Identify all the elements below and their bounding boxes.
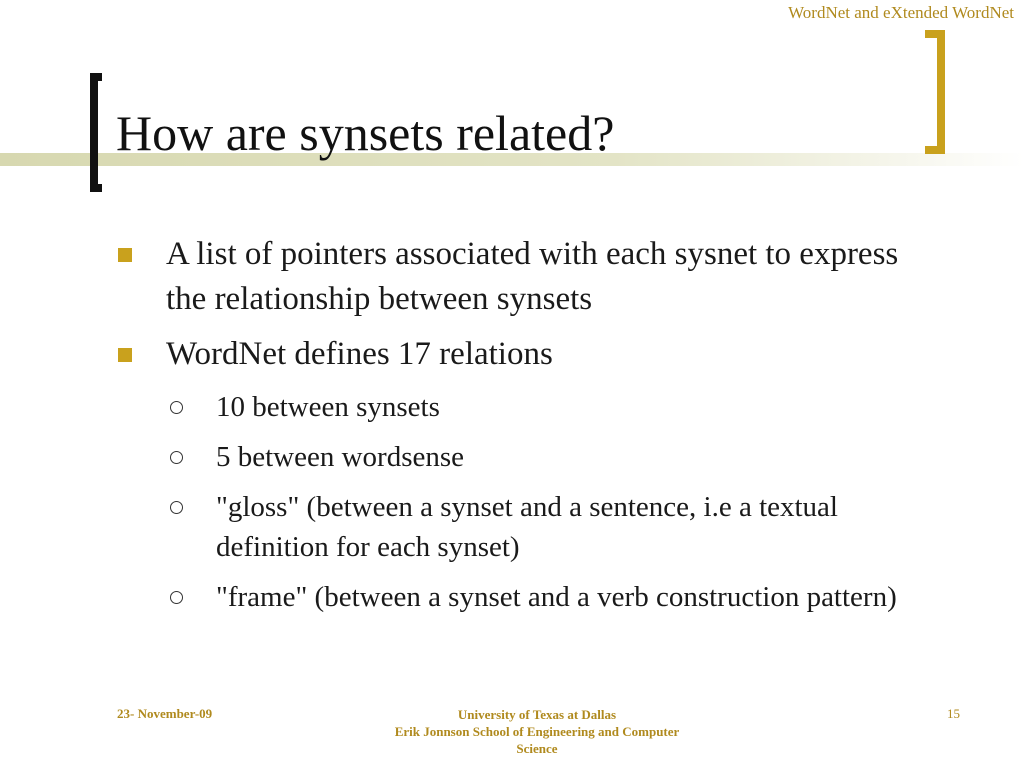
- square-bullet-icon: [118, 248, 132, 262]
- circle-bullet-icon: [170, 591, 183, 604]
- sub-bullet-text: 10 between synsets: [216, 391, 440, 423]
- square-bullet-icon: [118, 348, 132, 362]
- sub-bullet-text: "gloss" (between a synset and a sentence, i.e a textual definition for each synset): [216, 491, 838, 563]
- sub-bullet-text: "frame" (between a synset and a verb construction pattern): [216, 581, 897, 613]
- bullet-item: [0, 332, 1024, 377]
- footer-org-line1: University of Texas at Dallas: [457, 707, 617, 722]
- slide-content: [0, 232, 1024, 627]
- right-bracket-decoration: [925, 30, 945, 154]
- bullet-text: A list of pointers associated with each sysnet to express the relationship between synsets: [166, 236, 899, 317]
- footer-organization: [378, 706, 696, 757]
- sub-bullet-item: [0, 577, 1024, 617]
- circle-bullet-icon: [170, 401, 183, 414]
- bullet-text: WordNet defines 17 relations: [166, 336, 553, 372]
- sub-bullet-item: [0, 487, 1024, 567]
- sub-bullet-item: [0, 437, 1024, 477]
- sub-bullet-text: 5 between wordsense: [216, 441, 465, 473]
- slide-title: How are synsets related?: [116, 105, 615, 161]
- deck-title: WordNet and eXtended WordNet: [788, 3, 1014, 22]
- bullet-item: [0, 232, 1024, 322]
- footer-date: 23- November-09: [117, 706, 213, 721]
- left-bracket-decoration: [90, 73, 102, 192]
- circle-bullet-icon: [170, 501, 183, 514]
- footer-org-line2: Erik Jonnson School of Engineering and Computer Science: [394, 724, 680, 756]
- circle-bullet-icon: [170, 451, 183, 464]
- sub-bullet-item: [0, 387, 1024, 427]
- page-number: 15: [947, 706, 960, 721]
